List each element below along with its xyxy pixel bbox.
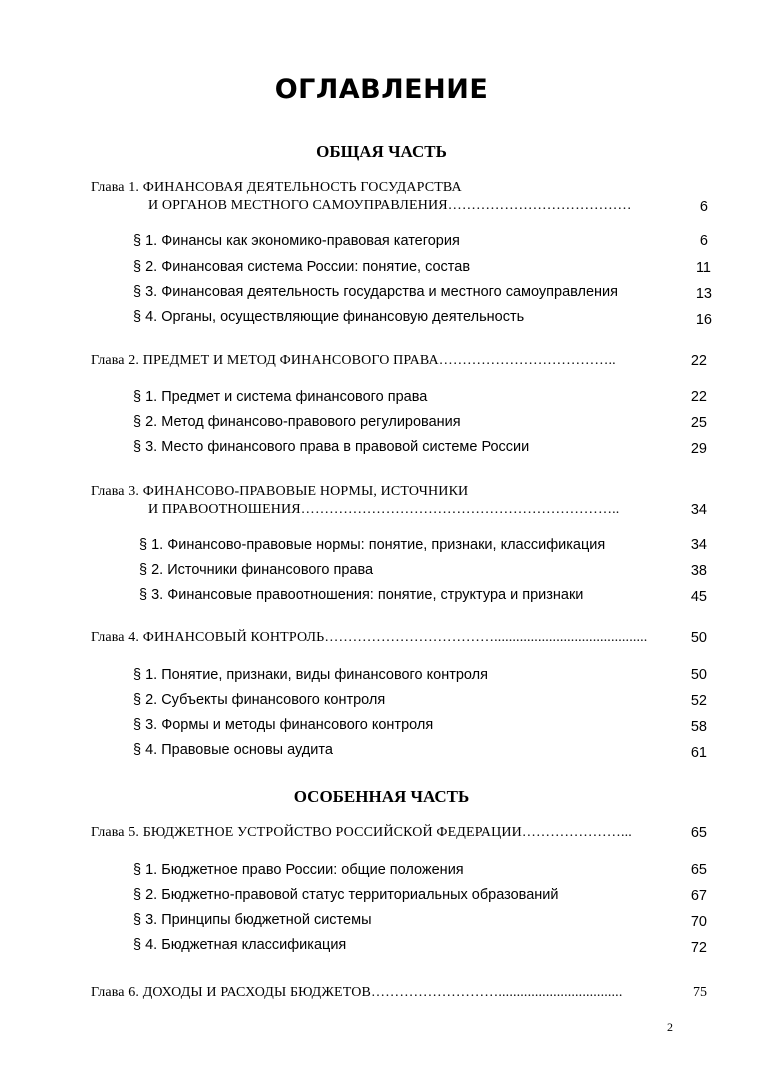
section-5-1[interactable]: § 1. Бюджетное право России: общие положения (133, 862, 464, 878)
section-5-3[interactable]: § 3. Принципы бюджетной системы (133, 912, 372, 928)
chapter-5-title: Глава 5. БЮДЖЕТНОЕ УСТРОЙСТВО РОССИЙСКОЙ ФЕДЕРАЦИИ (91, 825, 522, 840)
section-1-3[interactable]: § 3. Финансовая деятельность государства и местного самоуправления (133, 284, 618, 300)
section-1-1[interactable]: § 1. Финансы как экономико-правовая категория (133, 233, 460, 249)
section-1-3-page: 13 (695, 286, 712, 302)
chapter-2-leader-dots: ……………………………….. (438, 353, 616, 368)
chapter-2-title: Глава 2. ПРЕДМЕТ И МЕТОД ФИНАНСОВОГО ПРАВА (91, 353, 439, 368)
chapter-4-title: Глава 4. ФИНАНСОВЫЙ КОНТРОЛЬ (91, 630, 325, 645)
section-5-4[interactable]: § 4. Бюджетная классификация (133, 937, 347, 953)
chapter-6-leader-dots: ……………………….................................. (371, 985, 623, 1000)
chapter-3-page: 34 (690, 502, 707, 518)
toc-title: ОГЛАВЛЕНИЕ (274, 74, 489, 105)
chapter-1-heading-cont[interactable] (148, 198, 632, 214)
section-5-1-page: 65 (690, 862, 707, 878)
chapter-4-heading[interactable] (91, 630, 647, 646)
section-4-1-page: 50 (690, 667, 707, 683)
chapter-3-leader-dots: ………………………………………………………….. (300, 502, 620, 517)
section-5-4-page: 72 (690, 940, 707, 956)
chapter-6-heading[interactable] (91, 985, 622, 1001)
section-1-2-page: 11 (695, 260, 711, 276)
section-3-2-page: 38 (690, 563, 707, 579)
section-3-3-page: 45 (690, 589, 707, 605)
chapter-6-title: Глава 6. ДОХОДЫ И РАСХОДЫ БЮДЖЕТОВ (91, 985, 372, 1000)
section-3-3[interactable]: § 3. Финансовые правоотношения: понятие, структура и признаки (139, 587, 584, 603)
section-2-2[interactable]: § 2. Метод финансово-правового регулирования (133, 414, 461, 430)
section-2-2-page: 25 (690, 415, 707, 431)
chapter-5-page: 65 (690, 825, 707, 841)
section-4-2-page: 52 (690, 693, 707, 709)
section-4-3[interactable]: § 3. Формы и методы финансового контроля (133, 717, 434, 733)
chapter-4-page: 50 (690, 630, 707, 646)
section-5-2-page: 67 (690, 888, 707, 904)
chapter-5-leader-dots: …………………... (521, 825, 632, 840)
chapter-5-heading[interactable] (91, 825, 632, 841)
section-1-2[interactable]: § 2. Финансовая система России: понятие, состав (133, 259, 471, 275)
section-2-3-page: 29 (690, 441, 707, 457)
section-4-1[interactable]: § 1. Понятие, признаки, виды финансового контроля (133, 667, 488, 683)
chapter-1-heading[interactable]: Глава 1. ФИНАНСОВАЯ ДЕЯТЕЛЬНОСТЬ ГОСУДАРСТВА (91, 180, 462, 195)
chapter-1-page: 6 (699, 199, 708, 215)
section-3-1[interactable]: § 1. Финансово-правовые нормы: понятие, признаки, классификация (139, 537, 606, 553)
section-1-4[interactable]: § 4. Органы, осуществляющие финансовую деятельность (133, 309, 525, 325)
chapter-3-heading[interactable]: Глава 3. ФИНАНСОВО-ПРАВОВЫЕ НОРМЫ, ИСТОЧНИКИ (91, 484, 469, 499)
part-heading-general: ОБЩАЯ ЧАСТЬ (316, 142, 447, 161)
section-1-4-page: 16 (695, 312, 712, 328)
chapter-4-leader-dots: ……………………………….......................................... (324, 630, 648, 645)
section-2-1-page: 22 (690, 389, 707, 405)
section-1-1-page: 6 (699, 233, 708, 249)
section-2-1[interactable]: § 1. Предмет и система финансового права (133, 389, 428, 405)
section-4-3-page: 58 (690, 719, 707, 735)
section-4-4[interactable]: § 4. Правовые основы аудита (133, 742, 333, 758)
chapter-1-leader-dots: ………………………………… (447, 198, 632, 213)
chapter-2-page: 22 (690, 353, 707, 369)
section-4-2[interactable]: § 2. Субъекты финансового контроля (133, 692, 386, 708)
page-number: 2 (667, 1020, 673, 1034)
section-5-3-page: 70 (690, 914, 707, 930)
chapter-6-page: 75 (693, 985, 707, 1000)
section-5-2[interactable]: § 2. Бюджетно-правовой статус территориальных образований (133, 887, 559, 903)
section-3-1-page: 34 (690, 537, 707, 553)
section-4-4-page: 61 (690, 745, 707, 761)
section-3-2[interactable]: § 2. Источники финансового права (139, 562, 374, 578)
section-2-3[interactable]: § 3. Место финансового права в правовой системе России (133, 439, 530, 455)
chapter-1-line2: И ОРГАНОВ МЕСТНОГО САМОУПРАВЛЕНИЯ (148, 198, 448, 213)
chapter-2-heading[interactable] (91, 353, 616, 369)
chapter-3-line2: И ПРАВООТНОШЕНИЯ (148, 502, 301, 517)
part-heading-special: ОСОБЕННАЯ ЧАСТЬ (293, 787, 470, 806)
chapter-3-heading-cont[interactable] (148, 502, 619, 518)
